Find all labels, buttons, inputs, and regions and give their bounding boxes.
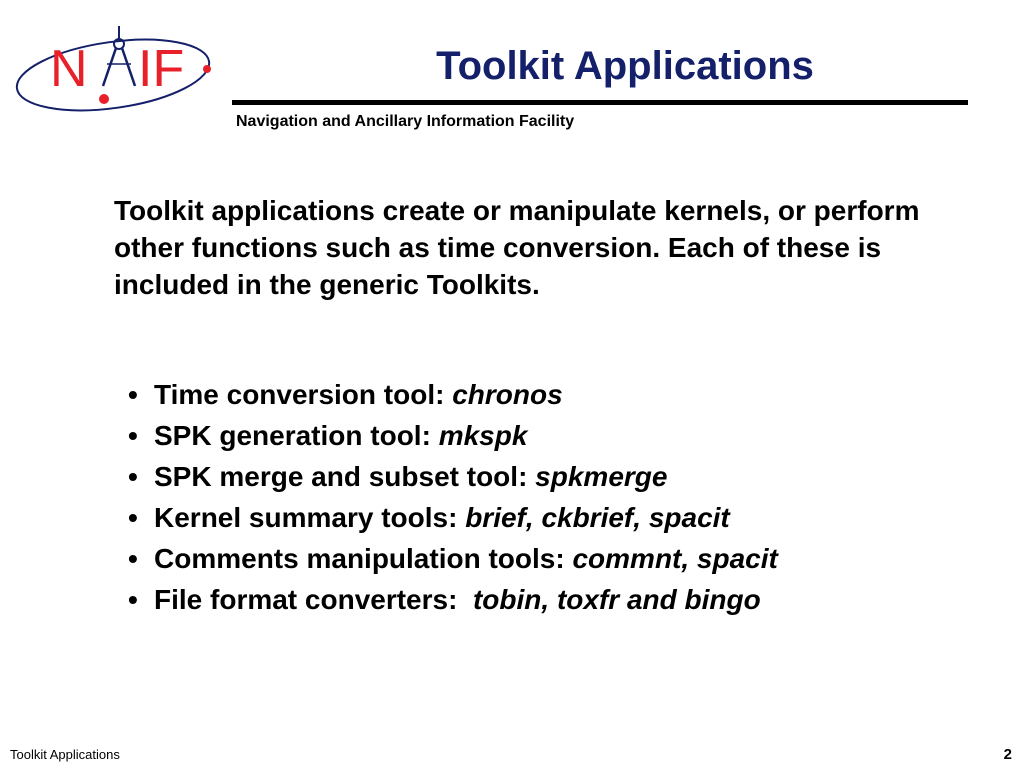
planet-dot-icon bbox=[203, 65, 211, 73]
header-divider bbox=[232, 100, 968, 105]
organization-subtitle: Navigation and Ancillary Information Facility bbox=[236, 113, 575, 130]
tool-list bbox=[128, 374, 778, 620]
tool-names: chronos bbox=[452, 379, 563, 410]
intro-paragraph: Toolkit applications create or manipulate kernels, or perform other functions such as time conversion. Each of these is included in the generic Toolkits. bbox=[114, 195, 920, 300]
bullet-icon: • bbox=[128, 379, 138, 410]
list-item bbox=[128, 538, 778, 579]
tool-names: brief, ckbrief, spacit bbox=[465, 502, 730, 533]
page-number: 2 bbox=[1003, 746, 1012, 763]
logo-letters-if: IF bbox=[138, 40, 185, 98]
logo-letter-n: N bbox=[50, 40, 88, 98]
tool-category-label: SPK merge and subset tool: bbox=[154, 461, 536, 492]
tool-category-label: File format converters: bbox=[154, 584, 473, 615]
naif-logo-graphic bbox=[10, 20, 230, 115]
tool-category-label: Kernel summary tools: bbox=[154, 502, 466, 533]
bullet-icon: • bbox=[128, 543, 138, 574]
bullet-icon: • bbox=[128, 584, 138, 615]
list-item bbox=[128, 415, 778, 456]
list-item bbox=[128, 456, 778, 497]
tool-names: commnt, spacit bbox=[572, 543, 778, 574]
list-item bbox=[128, 497, 778, 538]
bullet-icon: • bbox=[128, 461, 138, 492]
tool-category-label: Comments manipulation tools: bbox=[154, 543, 573, 574]
tool-category-label: SPK generation tool: bbox=[154, 420, 439, 451]
tool-names: spkmerge bbox=[535, 461, 668, 492]
list-item bbox=[128, 374, 778, 415]
tool-names: mkspk bbox=[438, 420, 528, 451]
bullet-icon: • bbox=[128, 502, 138, 533]
page-title: Toolkit Applications bbox=[436, 44, 814, 88]
tool-category-label: Time conversion tool: bbox=[154, 379, 453, 410]
bullet-icon: • bbox=[128, 420, 138, 451]
tool-names: tobin, toxfr and bingo bbox=[472, 584, 761, 615]
footer-label: Toolkit Applications bbox=[10, 747, 120, 762]
planet-dot-icon bbox=[99, 94, 109, 104]
naif-logo bbox=[10, 20, 230, 115]
list-item bbox=[128, 579, 778, 620]
